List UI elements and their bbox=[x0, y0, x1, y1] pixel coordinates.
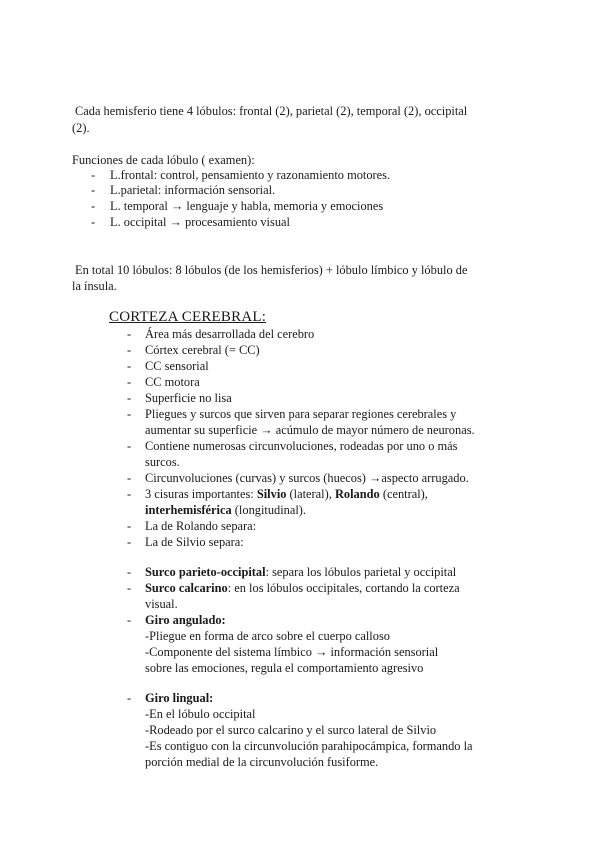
list-item: La de Rolando separa: bbox=[145, 519, 257, 533]
total-line-1: En total 10 lóbulos: 8 lóbulos (de los hemisferios) + lóbulo límbico y lóbulo de bbox=[75, 263, 468, 277]
list-item: Área más desarrollada del cerebro bbox=[145, 327, 315, 341]
bullet-dash: - bbox=[127, 519, 132, 533]
bullet-dash: - bbox=[127, 565, 132, 579]
bullet-dash: - bbox=[127, 535, 132, 549]
function-item: L. occipital → procesamiento visual bbox=[110, 215, 290, 229]
bullet-dash: - bbox=[127, 327, 132, 341]
bullet-dash: - bbox=[91, 168, 96, 182]
bullet-dash: - bbox=[127, 581, 132, 595]
functions-heading: Funciones de cada lóbulo ( examen): bbox=[72, 153, 255, 167]
list-item: Circunvoluciones (curvas) y surcos (huecos) →aspecto arrugado. bbox=[145, 471, 469, 485]
list-item: Pliegues y surcos que sirven para separar regiones cerebrales y bbox=[145, 407, 457, 421]
bullet-dash: - bbox=[127, 487, 132, 501]
function-item: L. temporal → lenguaje y habla, memoria y emociones bbox=[110, 199, 384, 213]
bullet-dash: - bbox=[127, 613, 132, 627]
list-item-continuation: interhemisférica (longitudinal). bbox=[145, 503, 307, 517]
bullet-dash: - bbox=[127, 439, 132, 453]
giro-detail: porción medial de la circunvolución fusiforme. bbox=[145, 755, 379, 769]
intro-line-1: Cada hemisferio tiene 4 lóbulos: frontal (2), parietal (2), temporal (2), occipital bbox=[75, 104, 468, 118]
list-item-surco: Surco calcarino: en los lóbulos occipitales, cortando la corteza bbox=[145, 581, 460, 595]
bullet-dash: - bbox=[127, 359, 132, 373]
function-item: L.parietal: información sensorial. bbox=[110, 183, 276, 197]
giro-detail: -Rodeado por el surco calcarino y el surco lateral de Silvio bbox=[145, 723, 437, 737]
bullet-dash: - bbox=[127, 391, 132, 405]
list-item-giro: Giro lingual: bbox=[145, 691, 214, 705]
bullet-dash: - bbox=[127, 375, 132, 389]
list-item-giro: Giro angulado: bbox=[145, 613, 226, 627]
list-item-continuation: aumentar su superficie → acúmulo de mayor número de neuronas. bbox=[145, 423, 475, 437]
list-item: Contiene numerosas circunvoluciones, rodeadas por uno o más bbox=[145, 439, 458, 453]
list-item: Superficie no lisa bbox=[145, 391, 232, 405]
giro-detail: -En el lóbulo occipital bbox=[145, 707, 256, 721]
list-item: Córtex cerebral (= CC) bbox=[145, 343, 260, 357]
section-title: CORTEZA CEREBRAL: bbox=[109, 309, 267, 325]
bullet-dash: - bbox=[127, 471, 132, 485]
giro-detail: -Pliegue en forma de arco sobre el cuerpo calloso bbox=[145, 629, 390, 643]
giro-detail: -Es contiguo con la circunvolución parahipocámpica, formando la bbox=[145, 739, 473, 753]
bullet-dash: - bbox=[91, 215, 96, 229]
intro-line-2: (2). bbox=[72, 121, 90, 135]
list-item: CC sensorial bbox=[145, 359, 209, 373]
giro-detail: -Componente del sistema límbico → información sensorial bbox=[145, 645, 439, 659]
list-item-cisuras: 3 cisuras importantes: Silvio (lateral), Rolando (central), bbox=[145, 487, 428, 501]
list-item: La de Silvio separa: bbox=[145, 535, 244, 549]
bullet-dash: - bbox=[91, 183, 96, 197]
list-item-continuation: surcos. bbox=[145, 455, 180, 469]
giro-detail: sobre las emociones, regula el comportamiento agresivo bbox=[145, 661, 424, 675]
function-item: L.frontal: control, pensamiento y razonamiento motores. bbox=[110, 168, 391, 182]
list-item-surco: Surco parieto-occipital: separa los lóbulos parietal y occipital bbox=[145, 565, 457, 579]
bullet-dash: - bbox=[127, 407, 132, 421]
list-item: CC motora bbox=[145, 375, 200, 389]
total-line-2: la ínsula. bbox=[72, 279, 117, 293]
bullet-dash: - bbox=[127, 343, 132, 357]
bullet-dash: - bbox=[127, 691, 132, 705]
bullet-dash: - bbox=[91, 199, 96, 213]
list-item-continuation: visual. bbox=[145, 597, 178, 611]
